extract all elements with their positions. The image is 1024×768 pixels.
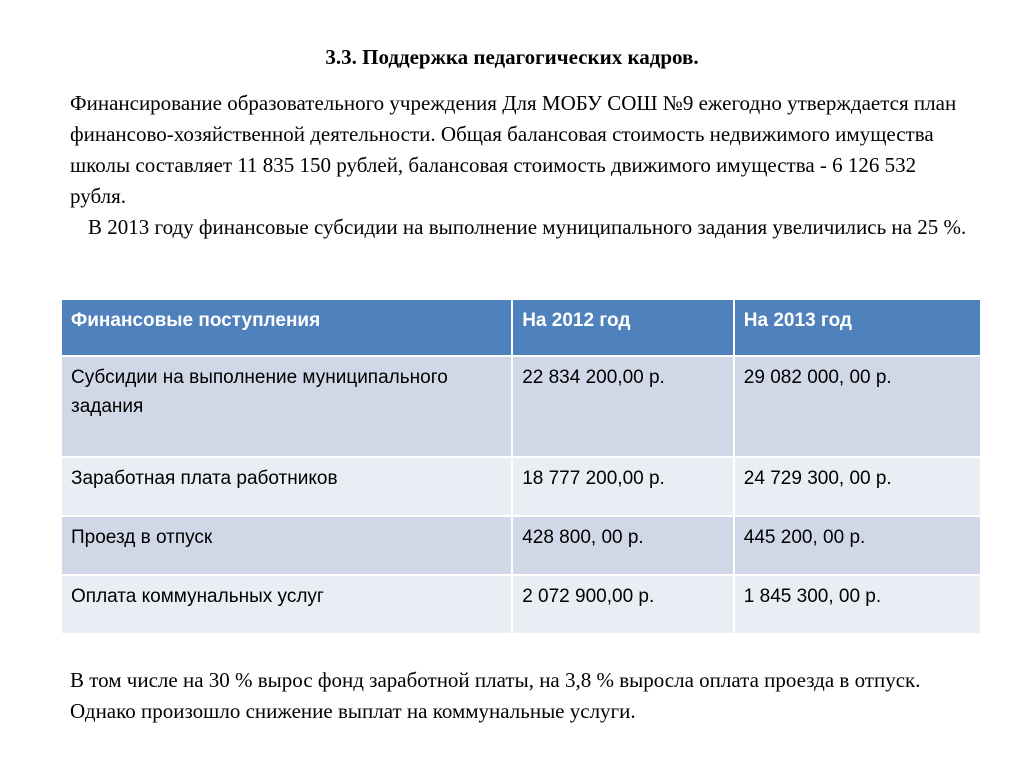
table-cell: Оплата коммунальных услуг xyxy=(61,575,512,634)
table-cell: 1 845 300, 00 р. xyxy=(734,575,981,634)
table-header-cell: На 2012 год xyxy=(512,299,734,356)
finance-table xyxy=(60,298,982,635)
outro-paragraph: В том числе на 30 % вырос фонд заработной платы, на 3,8 % выросла оплата проезда в отпуск. Однако произошло снижение выплат на коммунальные услуги. xyxy=(70,668,921,723)
table-header-cell: На 2013 год xyxy=(734,299,981,356)
table-header-row xyxy=(61,299,981,356)
table-cell: Заработная плата работников xyxy=(61,457,512,516)
table-cell: 24 729 300, 00 р. xyxy=(734,457,981,516)
table-row xyxy=(61,575,981,634)
intro-paragraph: В 2013 году финансовые субсидии на выполнение муниципального задания увеличились на 25 %. xyxy=(88,215,967,239)
page-title: 3.3. Поддержка педагогических кадров. xyxy=(325,45,699,69)
table-cell: 29 082 000, 00 р. xyxy=(734,356,981,457)
intro-text xyxy=(70,88,970,243)
table-cell: 18 777 200,00 р. xyxy=(512,457,734,516)
table-cell: 22 834 200,00 р. xyxy=(512,356,734,457)
table-cell: Субсидии на выполнение муниципального задания xyxy=(61,356,512,457)
table-row xyxy=(61,516,981,575)
table-header-cell: Финансовые поступления xyxy=(61,299,512,356)
table-cell: 2 072 900,00 р. xyxy=(512,575,734,634)
intro-paragraph: Финансирование образовательного учреждения Для МОБУ СОШ №9 ежегодно утверждается план финансово-хозяйственной деятельности. Общая балансовая стоимость недвижимого имущества школы составляет 11 835 150 рублей, балансовая стоимость движимого имущества - 6 126 532 рубля. xyxy=(70,91,957,208)
outro-text xyxy=(70,665,970,727)
table-cell: Проезд в отпуск xyxy=(61,516,512,575)
table-cell: 428 800, 00 р. xyxy=(512,516,734,575)
table-cell: 445 200, 00 р. xyxy=(734,516,981,575)
table-row xyxy=(61,356,981,457)
table-row xyxy=(61,457,981,516)
